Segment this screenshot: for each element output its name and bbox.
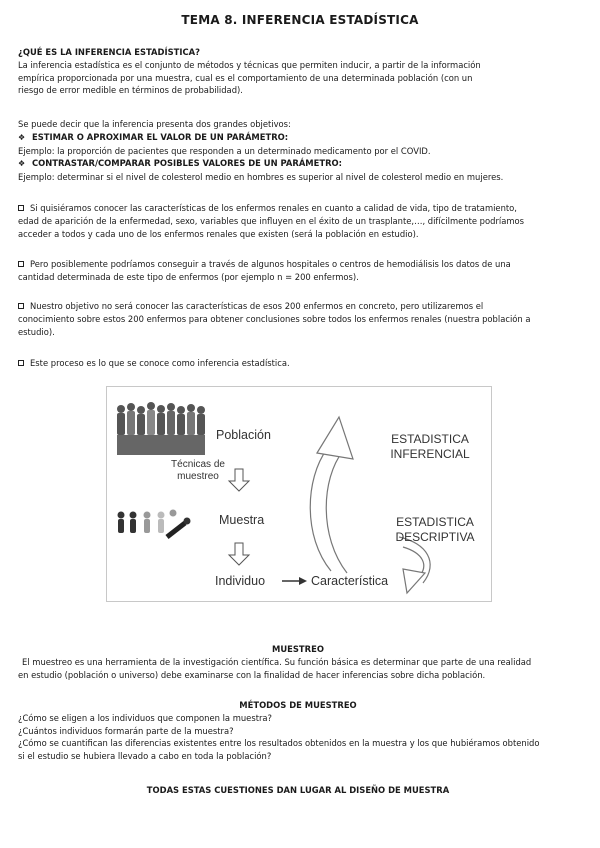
intro-heading: ¿QUÉ ES LA INFERENCIA ESTADÍSTICA? <box>18 47 200 57</box>
label-tecnicas-line: muestreo <box>177 471 219 482</box>
label-descriptiva-line: ESTADISTICA <box>396 515 474 529</box>
point-line: conocimiento sobre estos 200 enfermos para obtener conclusiones sobre todos los enfermos renales (nuestra población a <box>18 313 531 324</box>
point-4 <box>18 357 578 370</box>
point-line: acceder a todos y cada uno de los enfermos renales que existen (será la población en estudio). <box>18 228 419 239</box>
checkbox-bullet-icon <box>18 205 24 211</box>
label-estadistica-descriptiva <box>383 515 487 545</box>
example-2: Ejemplo: determinar si el nivel de colesterol medio en hombres es superior al nivel de colesterol medio en mujeres. <box>18 172 504 183</box>
sample-people-icon <box>118 510 191 538</box>
muestreo-line: El muestreo es una herramienta de la investigación científica. Su función básica es determinar que parte de una realidad <box>22 656 532 667</box>
point-line: Pero posiblemente podríamos conseguir a través de algunos hospitales o centros de hemodiálisis los datos de una <box>30 259 511 269</box>
label-inferencial-line: INFERENCIAL <box>390 447 470 461</box>
example-1: Ejemplo: la proporción de pacientes que responden a un determinado medicamento por el COVID. <box>18 145 431 156</box>
checkbox-bullet-icon <box>18 261 24 267</box>
label-tecnicas-muestreo <box>163 459 233 483</box>
point-2 <box>18 258 578 284</box>
right-arrow-icon <box>282 577 307 585</box>
checkbox-bullet-icon <box>18 303 24 309</box>
label-estadistica-inferencial <box>375 432 485 462</box>
label-descriptiva-line: DESCRIPTIVA <box>395 530 475 544</box>
intro-section <box>18 46 578 97</box>
point-1 <box>18 202 578 240</box>
muestreo-section <box>18 643 578 681</box>
diagram-graphics <box>107 387 491 601</box>
label-poblacion: Población <box>216 428 271 442</box>
point-line: cantidad determinada de este tipo de enfermos (por ejemplo n = 200 enfermos). <box>18 271 359 282</box>
intro-line: La inferencia estadística es el conjunto de métodos y técnicas que permiten inducir, a partir de la información <box>18 59 481 70</box>
intro-line: riesgo de error medible en términos de probabilidad). <box>18 85 243 96</box>
label-caracteristica: Característica <box>311 574 389 588</box>
point-line: Si quisiéramos conocer las características de los enfermos renales en cuanto a calidad de vida, tipo de tratamiento, <box>30 203 517 213</box>
closing-statement: TODAS ESTAS CUESTIONES DAN LUGAR AL DISEÑO DE MUESTRA <box>146 785 450 795</box>
intro-line: empírica proporcionada por una muestra, cual es el comportamiento de una determinada población (con un <box>18 72 473 83</box>
label-tecnicas-line: Técnicas de <box>171 459 225 470</box>
objective-1 <box>18 131 578 145</box>
curved-up-arrow-icon <box>310 417 353 573</box>
inference-diagram <box>106 386 492 602</box>
diamond-bullet-icon: ❖ <box>18 159 26 169</box>
objectives-intro: Se puede decir que la inferencia presenta dos grandes objetivos: <box>18 119 291 129</box>
muestreo-heading: MUESTREO <box>272 644 324 654</box>
point-line: estudio). <box>18 326 55 337</box>
metodos-question-3: ¿Cómo se cuantifican las diferencias existentes entre los resultados obtenidos en la muestra y los que hubiéramos obtenido <box>18 738 540 749</box>
point-line: Nuestro objetivo no será conocer las características de esos 200 enfermos en concreto, pero utilizaremos el <box>30 301 484 311</box>
point-line: edad de aparición de la enfermedad, sexo, variables que influyen en el éxito de un trasplante,…, difícilmente podríamos <box>18 215 524 226</box>
objective-1-text: ESTIMAR O APROXIMAR EL VALOR DE UN PARÁMETRO: <box>32 131 289 142</box>
muestreo-line: en estudio (población o universo) debe examinarse con la finalidad de hacer inferencias sobre dicha población. <box>18 669 486 680</box>
label-inferencial-line: ESTADISTICA <box>391 432 469 446</box>
metodos-question-1: ¿Cómo se eligen a los individuos que componen la muestra? <box>18 712 272 723</box>
label-muestra: Muestra <box>219 513 265 527</box>
metodos-question-2: ¿Cuántos individuos formarán parte de la muestra? <box>18 725 234 736</box>
metodos-question-3-cont: si el estudio se hubiera llevado a cabo en toda la población? <box>18 751 272 762</box>
objective-2-text: CONTRASTAR/COMPARAR POSIBLES VALORES DE UN PARÁMETRO: <box>32 158 342 169</box>
population-crowd-icon <box>117 402 205 455</box>
diamond-bullet-icon: ❖ <box>18 132 26 142</box>
point-3 <box>18 300 578 338</box>
label-individuo: Individuo <box>215 574 266 588</box>
curved-down-arrow-icon <box>399 537 430 593</box>
metodos-section <box>18 699 578 763</box>
objective-2 <box>18 157 578 171</box>
point-line: Este proceso es lo que se conoce como inferencia estadística. <box>30 358 290 368</box>
page-title: TEMA 8. INFERENCIA ESTADÍSTICA <box>181 13 419 27</box>
checkbox-bullet-icon <box>18 360 24 366</box>
metodos-heading: MÉTODOS DE MUESTREO <box>239 700 357 710</box>
objectives-section <box>18 118 578 184</box>
